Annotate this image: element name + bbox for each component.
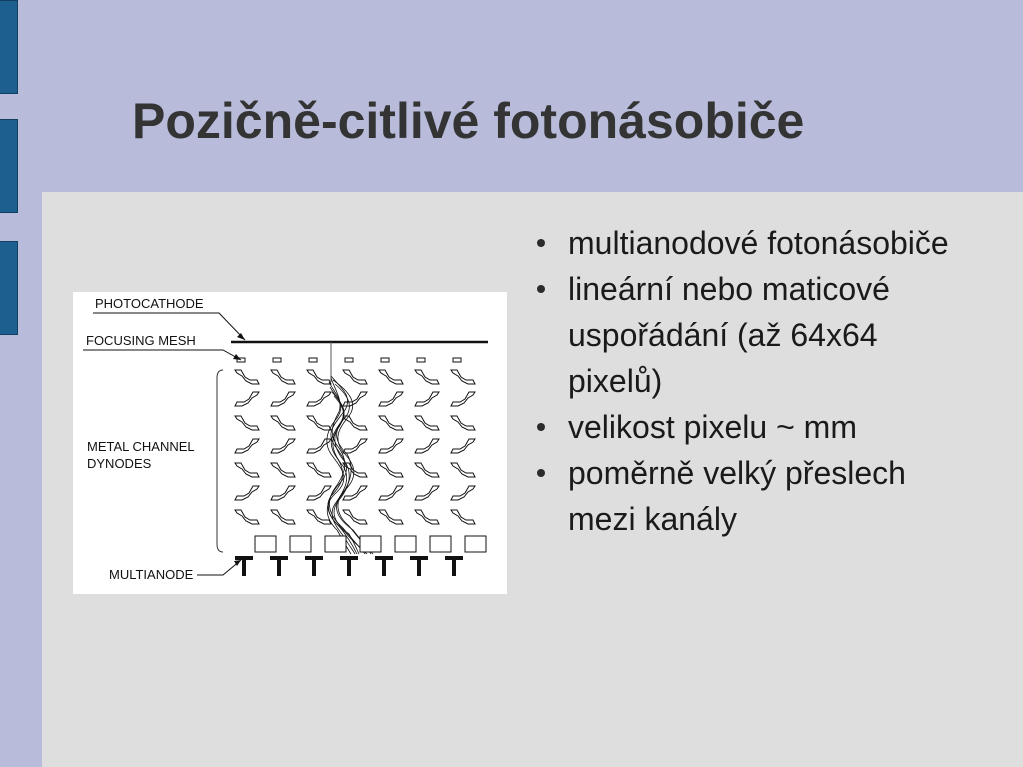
focusing-mesh-elements	[237, 358, 461, 362]
label-multianode: MULTIANODE	[109, 567, 194, 582]
label-photocathode: PHOTOCATHODE	[95, 296, 204, 311]
anode-pads	[255, 536, 486, 552]
side-tab-decoration	[0, 0, 18, 94]
bullet-text: multianodové fotonásobiče	[568, 225, 949, 261]
bullet-item	[535, 404, 975, 450]
dynode-bracket	[217, 370, 223, 552]
side-tab-decoration	[0, 119, 18, 213]
label-dynodes-line1: METAL CHANNEL	[87, 439, 195, 454]
pmt-diagram	[73, 292, 507, 594]
side-tab-decoration	[0, 241, 18, 335]
bullet-list	[535, 220, 975, 542]
bullet-dot-icon	[537, 469, 545, 477]
metal-channel-dynodes	[235, 370, 475, 524]
bullet-item	[535, 266, 975, 404]
bullet-dot-icon	[537, 239, 545, 247]
slide-title: Pozičně-citlivé fotonásobiče	[132, 93, 805, 149]
bullet-item	[535, 220, 975, 266]
bullet-item	[535, 450, 975, 542]
bullet-dot-icon	[537, 423, 545, 431]
bullet-text: lineární nebo maticové uspořádání (až 64x64 pixelů)	[568, 271, 890, 399]
content-panel	[42, 192, 1023, 767]
multianode-pins	[235, 556, 463, 576]
bullet-text: poměrně velký přeslech mezi kanály	[568, 455, 906, 537]
bullet-dot-icon	[537, 285, 545, 293]
label-focusing-mesh: FOCUSING MESH	[86, 333, 196, 348]
label-dynodes-line2: DYNODES	[87, 456, 152, 471]
bullet-text: velikost pixelu ~ mm	[568, 409, 857, 445]
